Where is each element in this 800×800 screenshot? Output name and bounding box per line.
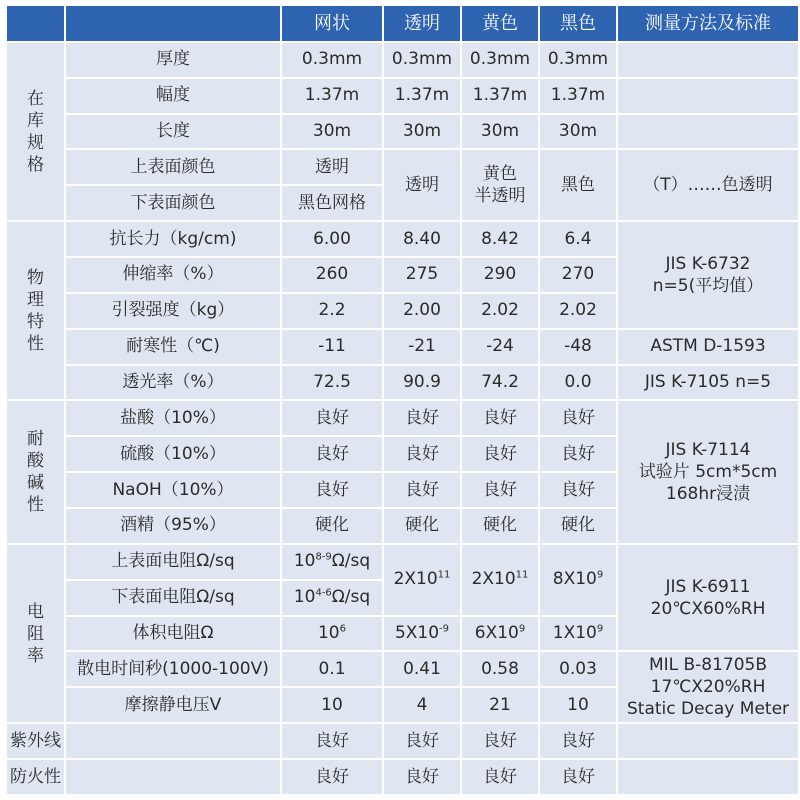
- cell-value: 良好: [282, 760, 382, 794]
- cell-value: 270: [540, 258, 616, 292]
- row-label: 抗长力（kg/cm): [66, 222, 280, 256]
- cell-standard: [618, 724, 798, 758]
- cell-value: $5X10^{-9}$: [384, 617, 460, 651]
- cell-value: 74.2: [462, 366, 538, 400]
- cell-value: 30m: [462, 115, 538, 149]
- cell-value: 良好: [540, 437, 616, 471]
- cell-value: 良好: [540, 760, 616, 794]
- cell-value: 硬化: [384, 509, 460, 543]
- cell-value: 良好: [384, 401, 460, 435]
- cell-value: -24: [462, 330, 538, 364]
- table-row: [7, 43, 798, 77]
- header-yellow: 黄色: [462, 6, 538, 41]
- cell-value: 良好: [384, 473, 460, 507]
- header-transparent: 透明: [384, 6, 460, 41]
- cell-value: 良好: [282, 473, 382, 507]
- cell-value: 0.3mm: [384, 43, 460, 77]
- cell-value: 0.0: [540, 366, 616, 400]
- row-label: 下表面颜色: [66, 186, 280, 220]
- header-standard: 测量方法及标准: [618, 6, 798, 41]
- cell-standard: [618, 43, 798, 77]
- header-row: [7, 6, 798, 41]
- cell-value: 1.37m: [384, 79, 460, 113]
- row-label: NaOH（10%）: [66, 473, 280, 507]
- table-row: [7, 545, 798, 579]
- cell-value: 良好: [462, 473, 538, 507]
- cell-standard: [618, 760, 798, 794]
- group-uv-label: 紫外线: [7, 724, 64, 758]
- header-corner: [7, 6, 64, 41]
- cell-value: 良好: [282, 401, 382, 435]
- cell-value: 4: [384, 688, 460, 722]
- cell-value: 良好: [540, 473, 616, 507]
- cell-value: 0.3mm: [282, 43, 382, 77]
- group-fire-label: 防火性: [7, 760, 64, 794]
- cell-value: -11: [282, 330, 382, 364]
- cell-value: 2.02: [462, 294, 538, 328]
- header-black: 黑色: [540, 6, 616, 41]
- group-chemical-label: 耐 酸 碱 性: [7, 401, 64, 542]
- cell-value: 10: [282, 688, 382, 722]
- cell-value: -48: [540, 330, 616, 364]
- row-label: 摩擦静电压V: [66, 688, 280, 722]
- cell-value: 硬化: [282, 509, 382, 543]
- group-storage-label: 在 库 规 格: [7, 43, 64, 220]
- cell-value: $1X10^9$: [540, 617, 616, 651]
- cell-value: 290: [462, 258, 538, 292]
- cell-value: 硬化: [462, 509, 538, 543]
- cell-value: 10$^{8-9}$Ω/sq: [282, 545, 382, 579]
- cell-value: 良好: [462, 437, 538, 471]
- row-label: 盐酸（10%）: [66, 401, 280, 435]
- cell-value: 30m: [540, 115, 616, 149]
- row-label: 伸缩率（%）: [66, 258, 280, 292]
- row-label: 厚度: [66, 43, 280, 77]
- row-label: 幅度: [66, 79, 280, 113]
- cell-standard: [618, 79, 798, 113]
- row-label: [66, 760, 280, 794]
- table-row: [7, 222, 798, 256]
- cell-value: 黄色 半透明: [462, 150, 538, 220]
- cell-value: 0.3mm: [462, 43, 538, 77]
- cell-value: 0.1: [282, 652, 382, 686]
- row-label: 硫酸（10%）: [66, 437, 280, 471]
- cell-value: 硬化: [540, 509, 616, 543]
- table-row: [7, 401, 798, 435]
- cell-value: 2.00: [384, 294, 460, 328]
- cell-value: 10: [540, 688, 616, 722]
- cell-value: 1.37m: [282, 79, 382, 113]
- group-physical-label: 物 理 特 性: [7, 222, 64, 399]
- table-row: [7, 724, 798, 758]
- cell-value: 良好: [462, 401, 538, 435]
- table-row: [7, 366, 798, 400]
- cell-value: 黑色: [540, 150, 616, 220]
- row-label: 散电时间秒(1000-100V): [66, 652, 280, 686]
- row-label: 上表面电阻Ω/sq: [66, 545, 280, 579]
- cell-value: 0.3mm: [540, 43, 616, 77]
- header-item: [66, 6, 280, 41]
- cell-standard: JIS K-6732 n=5(平均值）: [618, 222, 798, 328]
- cell-standard: JIS K-6911 20℃X60%RH: [618, 545, 798, 651]
- cell-value: 275: [384, 258, 460, 292]
- cell-value: 良好: [282, 724, 382, 758]
- cell-value: 1.37m: [462, 79, 538, 113]
- row-label: 下表面电阻Ω/sq: [66, 581, 280, 615]
- row-label: [66, 724, 280, 758]
- cell-standard: （T）……色透明: [618, 150, 798, 220]
- cell-standard: JIS K-7105 n=5: [618, 366, 798, 400]
- cell-value: 良好: [462, 760, 538, 794]
- group-resistivity-label: 电 阻 率: [7, 545, 64, 722]
- header-mesh: 网状: [282, 6, 382, 41]
- row-label: 上表面颜色: [66, 150, 280, 184]
- cell-value: 良好: [384, 724, 460, 758]
- cell-standard: MIL B-81705B 17℃X20%RH Static Decay Meter: [618, 652, 798, 722]
- row-label: 耐寒性（℃): [66, 330, 280, 364]
- table-row: [7, 115, 798, 149]
- cell-value: 21: [462, 688, 538, 722]
- cell-value: 72.5: [282, 366, 382, 400]
- cell-value: 90.9: [384, 366, 460, 400]
- cell-value: 良好: [384, 437, 460, 471]
- table-row: [7, 652, 798, 686]
- cell-value: $6X10^9$: [462, 617, 538, 651]
- row-label: 长度: [66, 115, 280, 149]
- cell-value: 260: [282, 258, 382, 292]
- cell-value: $8X10^9$: [540, 545, 616, 615]
- row-label: 透光率（%）: [66, 366, 280, 400]
- cell-value: 良好: [462, 724, 538, 758]
- cell-value: 1.37m: [540, 79, 616, 113]
- cell-value: 2.02: [540, 294, 616, 328]
- cell-value: $2X10^{11}$: [384, 545, 460, 615]
- spec-table: [5, 4, 800, 796]
- cell-standard: ASTM D-1593: [618, 330, 798, 364]
- cell-value: 透明: [282, 150, 382, 184]
- row-label: 酒精（95%）: [66, 509, 280, 543]
- cell-value: 30m: [282, 115, 382, 149]
- cell-standard: [618, 115, 798, 149]
- cell-value: 2.2: [282, 294, 382, 328]
- row-label: 体积电阻Ω: [66, 617, 280, 651]
- cell-value: 良好: [540, 401, 616, 435]
- cell-value: 透明: [384, 150, 460, 220]
- cell-value: 良好: [540, 724, 616, 758]
- cell-value: 0.58: [462, 652, 538, 686]
- table-row: [7, 330, 798, 364]
- cell-value: 0.03: [540, 652, 616, 686]
- cell-standard: JIS K-7114 试验片 5cm*5cm 168hr浸渍: [618, 401, 798, 542]
- row-label: 引裂强度（kg）: [66, 294, 280, 328]
- cell-value: 0.41: [384, 652, 460, 686]
- cell-value: 30m: [384, 115, 460, 149]
- cell-value: 6.4: [540, 222, 616, 256]
- table-row: [7, 760, 798, 794]
- table-row: [7, 150, 798, 184]
- cell-value: $10^6$: [282, 617, 382, 651]
- cell-value: 良好: [282, 437, 382, 471]
- cell-value: 良好: [384, 760, 460, 794]
- cell-value: 8.42: [462, 222, 538, 256]
- cell-value: 10$^{4-6}$Ω/sq: [282, 581, 382, 615]
- table-row: [7, 79, 798, 113]
- cell-value: 6.00: [282, 222, 382, 256]
- cell-value: $2X10^{11}$: [462, 545, 538, 615]
- cell-value: 黑色网格: [282, 186, 382, 220]
- cell-value: 8.40: [384, 222, 460, 256]
- cell-value: -21: [384, 330, 460, 364]
